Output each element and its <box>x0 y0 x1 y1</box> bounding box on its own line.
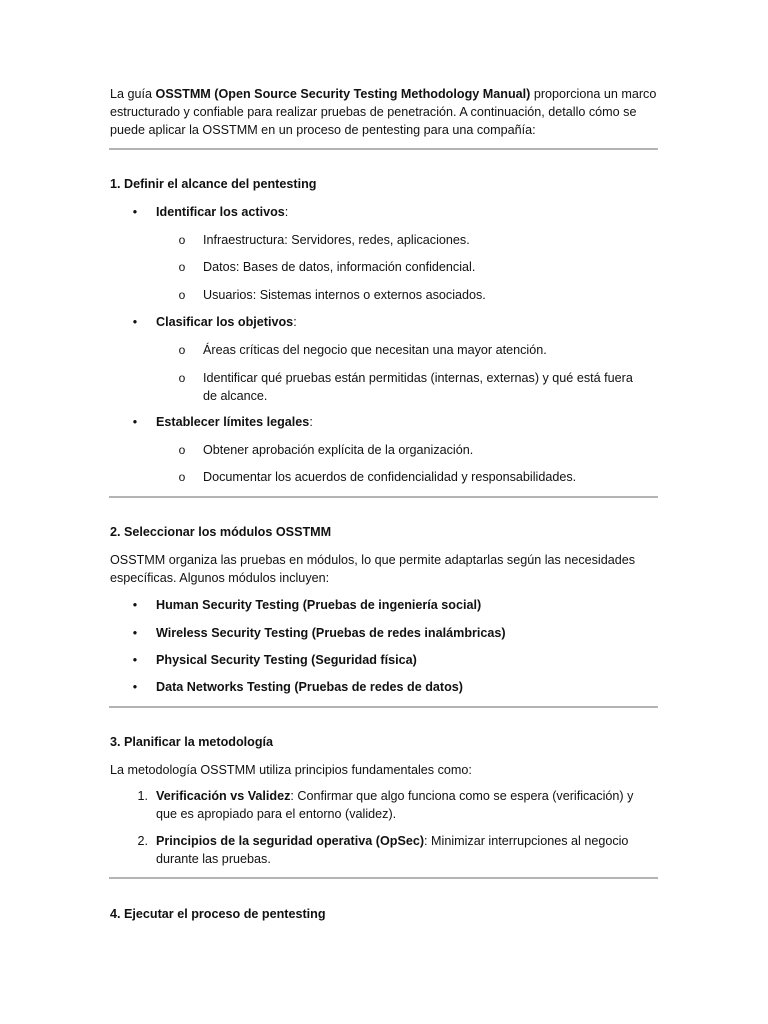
list-item: Identificar qué pruebas están permitidas (internas, externas) y qué está fuera <box>203 371 633 385</box>
numbered-item-verificacion: Verificación vs Validez: Confirmar que algo funciona como se espera (verificación) y <box>156 789 634 803</box>
module-item: Human Security Testing (Pruebas de ingeniería social) <box>156 598 482 612</box>
module-item: Wireless Security Testing (Pruebas de redes inalámbricas) <box>156 626 506 640</box>
intro-bold-title: OSSTMM (Open Source Security Testing Methodology Manual) <box>155 87 531 101</box>
list-item: Datos: Bases de datos, información confidencial. <box>203 260 476 274</box>
section-2-heading: 2. Seleccionar los módulos OSSTMM <box>110 525 332 539</box>
horizontal-rule <box>109 877 658 879</box>
bullet-clasificar-objetivos: Clasificar los objetivos: <box>156 315 297 329</box>
module-item: Data Networks Testing (Pruebas de redes de datos) <box>156 680 463 694</box>
list-item: Áreas críticas del negocio que necesitan una mayor atención. <box>203 343 547 357</box>
bullet-icon: • <box>132 626 138 640</box>
bullet-icon: • <box>132 653 138 667</box>
section-3-heading: 3. Planificar la metodología <box>110 735 274 749</box>
bullet-icon: • <box>132 415 138 429</box>
bullet-icon: • <box>132 680 138 694</box>
circle-bullet-icon: o <box>178 470 186 484</box>
section-4-heading: 4. Ejecutar el proceso de pentesting <box>110 907 326 921</box>
intro-line-3: puede aplicar la OSSTMM en un proceso de pentesting para una compañía: <box>110 123 536 137</box>
bullet-limites-legales: Establecer límites legales: <box>156 415 313 429</box>
numbered-item-continuation: durante las pruebas. <box>156 852 271 866</box>
numbered-item-opsec: Principios de la seguridad operativa (OpSec): Minimizar interrupciones al negocio <box>156 834 629 848</box>
list-item: Infraestructura: Servidores, redes, aplicaciones. <box>203 233 470 247</box>
horizontal-rule <box>109 706 658 708</box>
horizontal-rule <box>109 496 658 498</box>
bullet-icon: • <box>132 598 138 612</box>
list-item: Documentar los acuerdos de confidencialidad y responsabilidades. <box>203 470 577 484</box>
circle-bullet-icon: o <box>178 233 186 247</box>
circle-bullet-icon: o <box>178 343 186 357</box>
numbered-item-continuation: que es apropiado para el entorno (validez). <box>156 807 397 821</box>
bullet-icon: • <box>132 205 138 219</box>
list-item: Obtener aprobación explícita de la organización. <box>203 443 474 457</box>
section-2-paragraph-line-1: OSSTMM organiza las pruebas en módulos, lo que permite adaptarlas según las necesidades <box>110 553 636 567</box>
section-1-heading: 1. Definir el alcance del pentesting <box>110 177 317 191</box>
circle-bullet-icon: o <box>178 443 186 457</box>
list-item-continuation: de alcance. <box>203 389 268 403</box>
list-number: 2. <box>137 834 148 848</box>
section-3-paragraph: La metodología OSSTMM utiliza principios fundamentales como: <box>110 763 472 777</box>
list-number: 1. <box>137 789 148 803</box>
intro-line-2: estructurado y confiable para realizar pruebas de penetración. A continuación, detallo cómo se <box>110 105 637 119</box>
module-item: Physical Security Testing (Seguridad física) <box>156 653 417 667</box>
circle-bullet-icon: o <box>178 288 186 302</box>
circle-bullet-icon: o <box>178 260 186 274</box>
horizontal-rule <box>109 148 658 150</box>
circle-bullet-icon: o <box>178 371 186 385</box>
section-2-paragraph-line-2: específicas. Algunos módulos incluyen: <box>110 571 330 585</box>
list-item: Usuarios: Sistemas internos o externos asociados. <box>203 288 486 302</box>
intro-line-1: La guía OSSTMM (Open Source Security Testing Methodology Manual) proporciona un marco <box>110 87 657 101</box>
bullet-identificar-activos: Identificar los activos: <box>156 205 289 219</box>
bullet-icon: • <box>132 315 138 329</box>
